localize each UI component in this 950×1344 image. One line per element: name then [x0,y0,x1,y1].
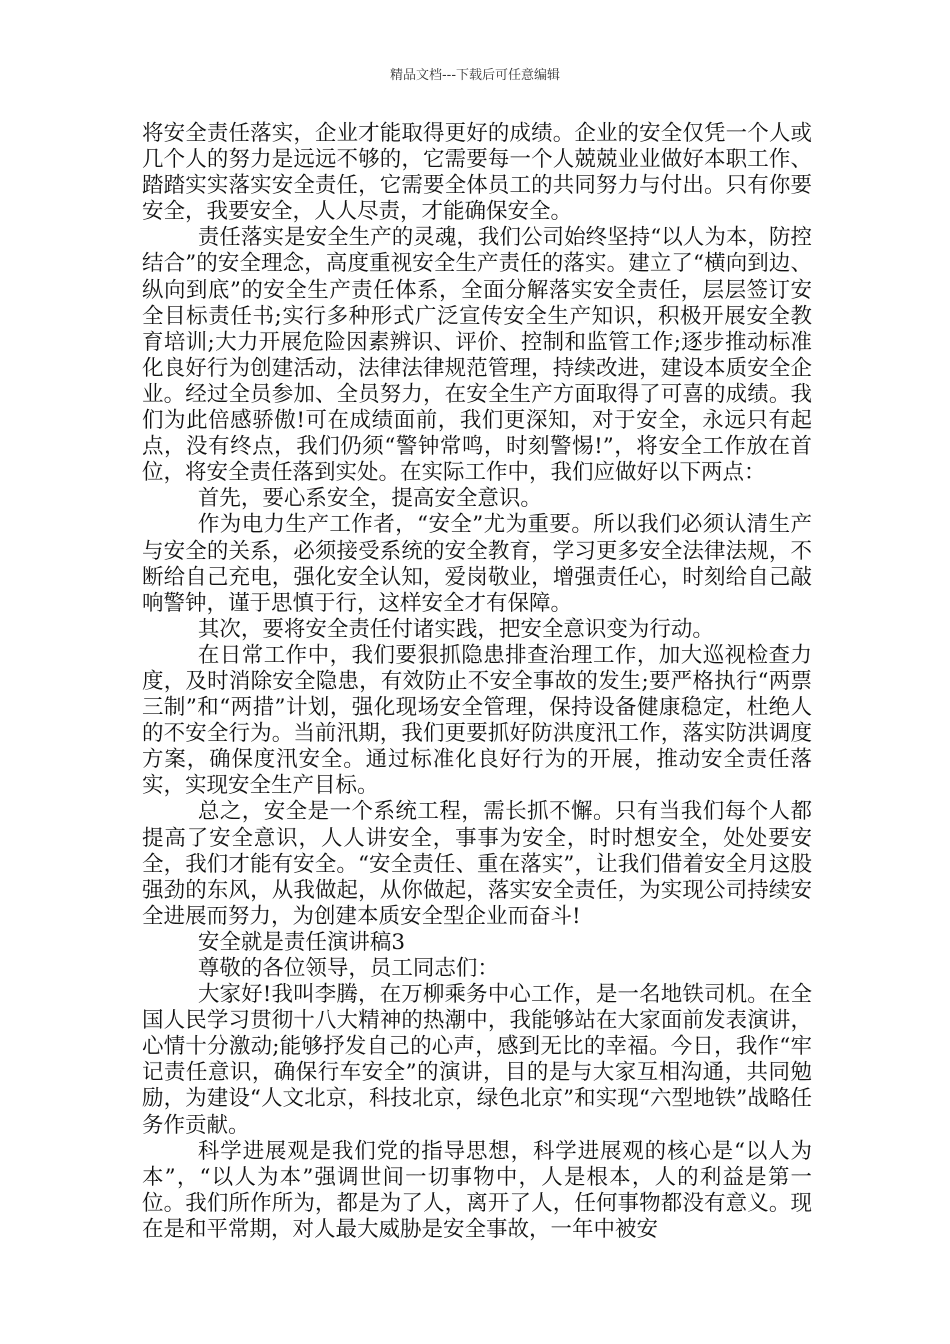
paragraph-4: 作为电力生产工作者，“安全”尤为重要。所以我们必须认清生产与安全的关系，必须接受系统的安全教育，学习更多安全法律法规，不断给自己充电，强化安全认知，爱岗敬业，增强责任心，时刻给自己敲响警钟，谨于思慎于行，这样安全才有保障。 [142,512,812,616]
paragraph-6: 在日常工作中，我们要狠抓隐患排查治理工作，加大巡视检查力度，及时消除安全隐患，有效防止不安全事故的发生;要严格执行“两票三制”和“两措”计划，强化现场安全管理，保持设备健康稳定，杜绝人的不安全行为。当前汛期，我们更要抓好防洪度汛工作，落实防洪调度方案，确保度汛安全。通过标准化良好行为的开展，推动安全责任落实，实现安全生产目标。 [142,642,812,799]
paragraph-2: 责任落实是安全生产的灵魂，我们公司始终坚持“以人为本，防控结合”的安全理念，高度重视安全生产责任的落实。建立了“横向到边、纵向到底”的安全生产责任体系，全面分解落实安全责任，层层签订安全目标责任书;实行多种形式广泛宣传安全生产知识，积极开展安全教育培训;大力开展危险因素辨识、评价、控制和监管工作;逐步推动标准化良好行为创建活动，法律法律规范管理，持续改进，建设本质安全企业。经过全员参加、全员努力，在安全生产方面取得了可喜的成绩。我们为此倍感骄傲!可在成绩面前，我们更深知，对于安全，永远只有起点，没有终点，我们仍须“警钟常鸣，时刻警惕!”，将安全工作放在首位，将安全责任落到实处。在实际工作中，我们应做好以下两点： [142,225,812,486]
salutation: 尊敬的各位领导，员工同志们： [197,956,499,981]
paragraph-7: 总之，安全是一个系统工程，需长抓不懈。只有当我们每个人都提高了安全意识，人人讲安全，事事为安全，时时想安全，处处要安全，我们才能有安全。“安全责任、重在落实”，让我们借着安全月这股强劲的东风，从我做起，从你做起，落实安全责任，为实现公司持续安全进展而努力，为创建本质安全型企业而奋斗! [142,799,812,929]
paragraph-3: 首先，要心系安全，提高安全意识。 [197,486,542,512]
paragraph-10: 大家好!我叫李腾，在万柳乘务中心工作，是一名地铁司机。在全国人民学习贯彻十八大精神的热潮中，我能够站在大家面前发表演讲，心情十分激动;能够抒发自己的心声，感到无比的幸福。今日，我作“牢记责任意识，确保行车安全”的演讲，目的是与大家互相沟通，共同勉励，为建设“人文北京，科技北京，绿色北京”和实现“六型地铁”战略任务作贡献。 [142,982,812,1138]
paragraph-5: 其次，要将安全责任付诸实践，把安全意识变为行动。 [197,616,714,642]
paragraph-11: 科学进展观是我们党的指导思想，科学进展观的核心是“以人为本”，“以人为本”强调世间一切事物中，人是根本，人的利益是第一位。我们所作所为，都是为了人，离开了人，任何事物都没有意义。现在是和平常期，对人最大威胁是安全事故，一年中被安 [142,1138,812,1242]
document-body [142,121,812,1243]
speech-title: 安全就是责任演讲稿3 [197,929,406,955]
paragraph-1: 将安全责任落实，企业才能取得更好的成绩。企业的安全仅凭一个人或几个人的努力是远远不够的，它需要每一个人兢兢业业做好本职工作、踏踏实实落实安全责任，它需要全体员工的共同努力与付出。只有你要安全，我要安全，人人尽责，才能确保安全。 [142,121,812,225]
page-header: 精品文档---下载后可任意编辑 [389,68,561,83]
